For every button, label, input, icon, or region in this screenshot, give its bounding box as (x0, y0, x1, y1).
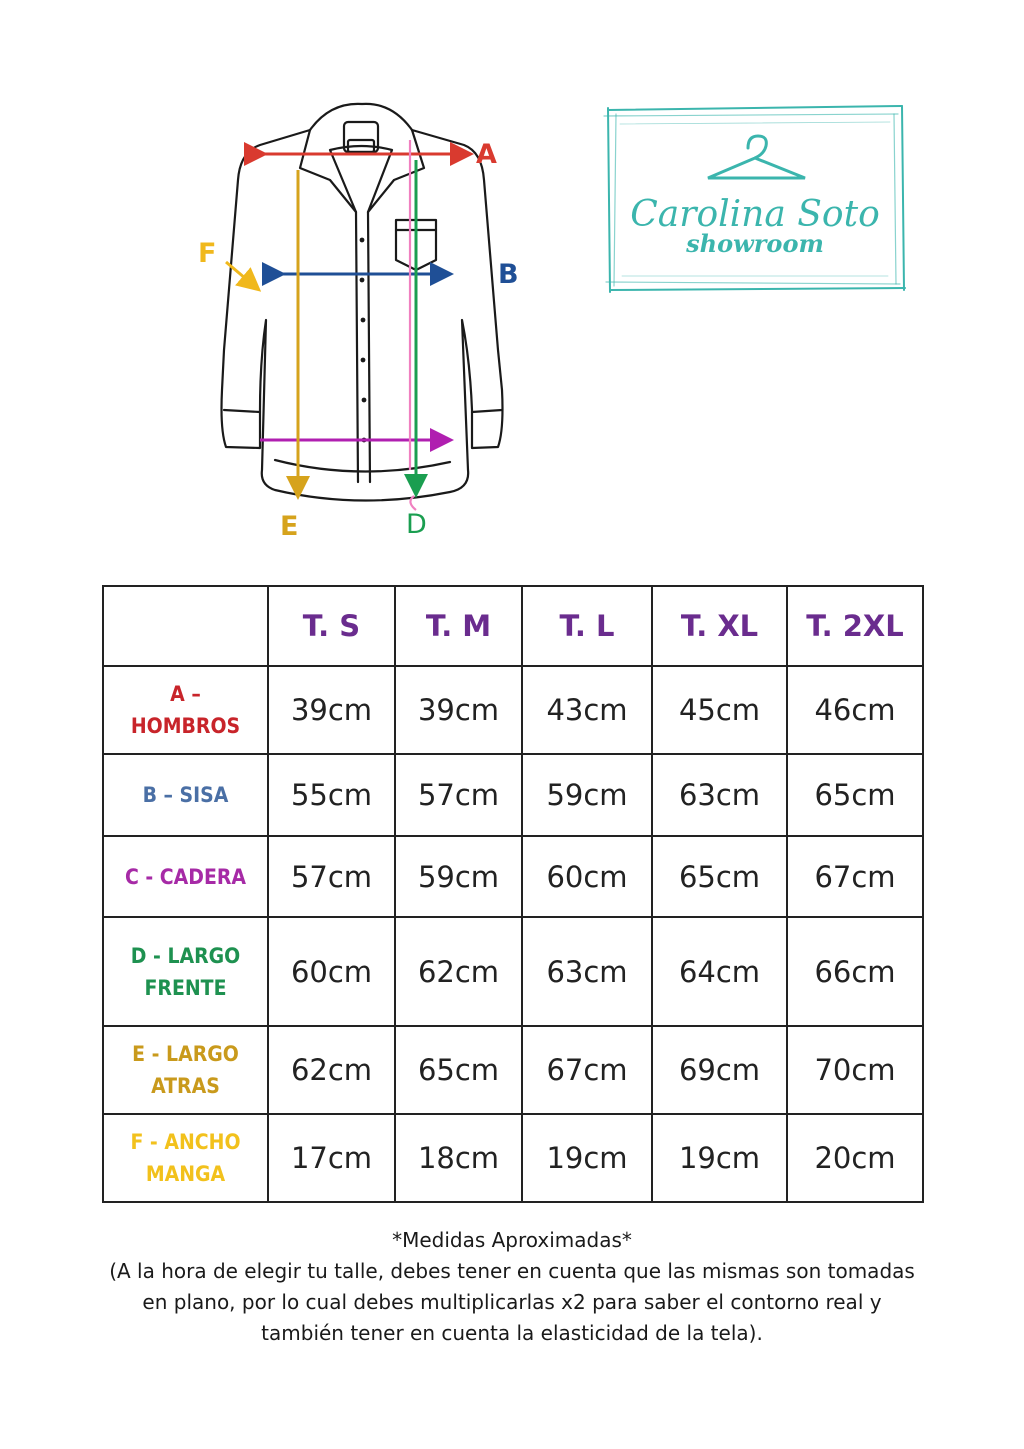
table-cell: 57cm (268, 836, 395, 917)
diagram-label-f: F (198, 238, 217, 269)
table-cell: 45cm (652, 666, 787, 754)
table-cell: 64cm (652, 917, 787, 1026)
table-cell: 65cm (395, 1026, 522, 1114)
table-cell: 19cm (652, 1114, 787, 1202)
diagram-label-a: A (476, 139, 497, 170)
table-cell: 19cm (522, 1114, 652, 1202)
table-cell: 59cm (522, 754, 652, 836)
diagram-label-e: E (280, 511, 299, 542)
row-label-largo-atras: E - LARGO ATRAS (103, 1026, 268, 1114)
row-label-sisa: B – SISA (103, 754, 268, 836)
row-label-cadera: C - CADERA (103, 836, 268, 917)
table-cell: 70cm (787, 1026, 923, 1114)
header-size-l: T. L (522, 586, 652, 666)
table-cell: 59cm (395, 836, 522, 917)
header-size-m: T. M (395, 586, 522, 666)
table-cell: 69cm (652, 1026, 787, 1114)
diagram-label-b: B (498, 259, 519, 290)
table-cell: 65cm (652, 836, 787, 917)
table-cell: 17cm (268, 1114, 395, 1202)
note-line-2: en plano, por lo cual debes multiplicarlas x2 para saber el contorno real y (142, 1290, 882, 1314)
note-line-3: también tener en cuenta la elasticidad de la tela). (261, 1321, 763, 1345)
row-label-largo-frente: D - LARGO FRENTE (103, 917, 268, 1026)
header-size-xl: T. XL (652, 586, 787, 666)
table-cell: 18cm (395, 1114, 522, 1202)
table-row (103, 1026, 923, 1114)
table-row (103, 666, 923, 754)
size-chart-table (102, 585, 924, 1203)
logo-name: Carolina Soto (630, 194, 880, 235)
table-cell: 63cm (522, 917, 652, 1026)
table-cell: 60cm (522, 836, 652, 917)
table-cell: 20cm (787, 1114, 923, 1202)
table-cell: 62cm (395, 917, 522, 1026)
table-cell: 67cm (787, 836, 923, 917)
table-cell: 43cm (522, 666, 652, 754)
diagram-label-d: D (406, 509, 427, 540)
header-size-2xl: T. 2XL (787, 586, 923, 666)
row-label-hombros: A – HOMBROS (103, 666, 268, 754)
hanger-icon (708, 136, 805, 178)
table-cell: 65cm (787, 754, 923, 836)
table-header-row (103, 586, 923, 666)
table-cell: 39cm (268, 666, 395, 754)
table-cell: 55cm (268, 754, 395, 836)
table-cell: 57cm (395, 754, 522, 836)
table-cell: 46cm (787, 666, 923, 754)
table-row (103, 836, 923, 917)
table-row (103, 1114, 923, 1202)
note-title: *Medidas Aproximadas* (392, 1228, 632, 1252)
table-cell: 62cm (268, 1026, 395, 1114)
table-cell: 63cm (652, 754, 787, 836)
table-cell: 67cm (522, 1026, 652, 1114)
logo-subtitle: showroom (686, 229, 824, 258)
row-label-ancho-manga: F - ANCHO MANGA (103, 1114, 268, 1202)
header-size-s: T. S (268, 586, 395, 666)
table-cell: 66cm (787, 917, 923, 1026)
table-cell: 39cm (395, 666, 522, 754)
table-cell: 60cm (268, 917, 395, 1026)
header-empty (103, 586, 268, 666)
shirt-measurement-diagram (180, 90, 540, 550)
measurement-note (62, 1225, 962, 1349)
brand-logo (600, 100, 910, 300)
note-line-1: (A la hora de elegir tu talle, debes tener en cuenta que las mismas son tomadas (109, 1259, 915, 1283)
table-row (103, 754, 923, 836)
table-row (103, 917, 923, 1026)
